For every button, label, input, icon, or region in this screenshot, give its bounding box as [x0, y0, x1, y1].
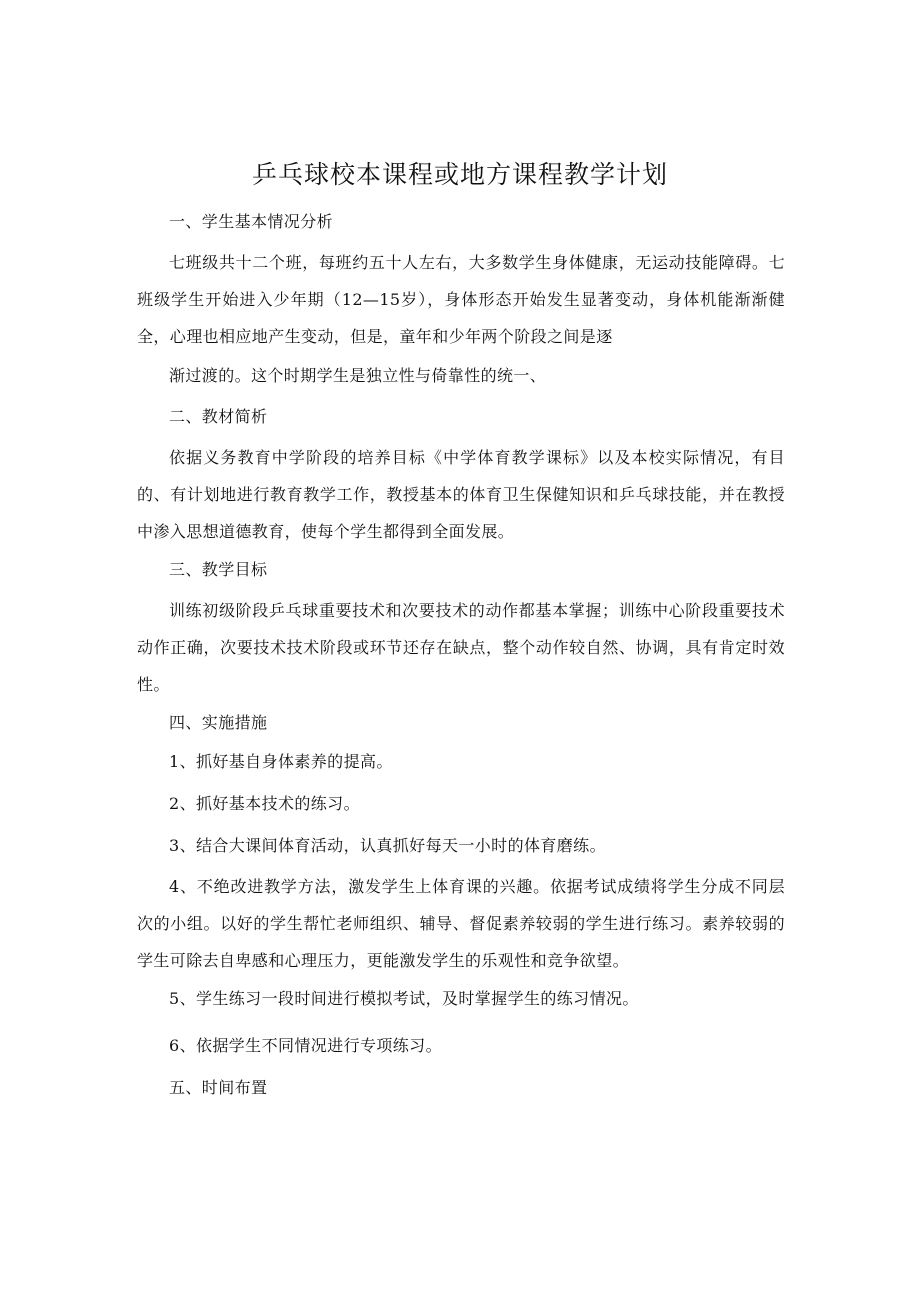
- measure-item-6: 6、依据学生不同情况进行专项练习。: [169, 1036, 442, 1055]
- section-heading-student-analysis: 一、学生基本情况分析: [169, 212, 334, 231]
- document-title: 乒乓球校本课程或地方课程教学计划: [251, 160, 668, 189]
- paragraph-materials: 依据义务教育中学阶段的培养目标《中学体育教学课标》以及本校实际情况，有目的、有计划地进行教育教学工作，教授基本的体育卫生保健知识和乒乓球技能，并在教授中渗入思想道德教育，使每个学生都得到全面发展。: [137, 448, 785, 541]
- measure-item-4: 4、不绝改进教学方法，激发学生上体育课的兴趣。依据考试成绩将学生分成不同层次的小组。以好的学生帮忙老师组织、辅导、督促素养较弱的学生进行练习。素养较弱的学生可除去自卑感和心理压力，更能激发学生的乐观性和竞争欲望。: [137, 877, 785, 970]
- measure-item-1: 1、抓好基自身体素养的提高。: [169, 752, 393, 771]
- section-heading-materials: 二、教材简析: [169, 407, 268, 426]
- measure-item-3: 3、结合大课间体育活动，认真抓好每天一小时的体育磨练。: [169, 836, 606, 855]
- section-heading-schedule: 五、时间布置: [169, 1078, 268, 1097]
- measure-item-5: 5、学生练习一段时间进行模拟考试，及时掌握学生的练习情况。: [169, 989, 639, 1008]
- section-heading-goals: 三、教学目标: [169, 560, 268, 579]
- section-heading-measures: 四、实施措施: [169, 713, 268, 732]
- paragraph-goals: 训练初级阶段乒乓球重要技术和次要技术的动作都基本掌握；训练中心阶段重要技术动作正确，次要技术技术阶段或环节还存在缺点，整个动作较自然、协调，具有肯定时效性。: [137, 601, 785, 694]
- measure-item-2: 2、抓好基本技术的练习。: [169, 794, 360, 813]
- paragraph-student-analysis-continued: 渐过渡的。这个时期学生是独立性与倚靠性的统一、: [169, 366, 547, 385]
- paragraph-student-analysis: 七班级共十二个班，每班约五十人左右，大多数学生身体健康，无运动技能障碍。七班级学生开始进入少年期（12—15岁），身体形态开始发生显著变动，身体机能渐渐健全，心理也相应地产生变动，但是，童年和少年两个阶段之间是逐: [137, 253, 785, 346]
